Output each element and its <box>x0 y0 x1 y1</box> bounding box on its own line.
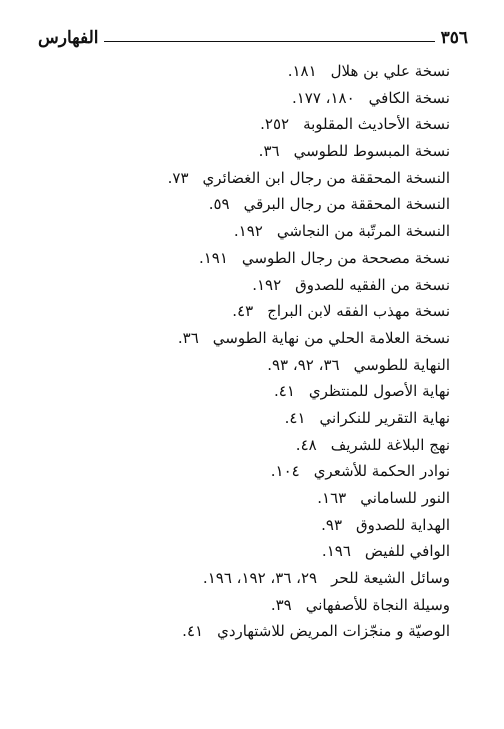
index-entry <box>0 592 450 619</box>
index-entry <box>0 272 450 299</box>
entry-title: نهاية التقرير للنكراني <box>319 408 450 427</box>
index-entry <box>0 378 450 405</box>
index-entry <box>0 565 450 592</box>
running-header <box>38 22 468 48</box>
entry-pages: ٤١. <box>182 622 204 641</box>
entry-pages: ١٠٤. <box>270 462 300 481</box>
entry-pages: ١٩٦. <box>321 542 351 561</box>
index-entry <box>0 512 450 539</box>
entry-title: نسخة علي بن هلال <box>330 62 450 80</box>
index-entry <box>0 325 450 352</box>
entry-pages: ٩٣. <box>321 515 343 534</box>
entry-pages: ٥٩. <box>208 195 230 214</box>
index-entry <box>0 298 450 325</box>
entry-title: النسخة المحققة من رجال البرقي <box>243 195 450 214</box>
entry-title: النسخة المرتّبة من النجاشي <box>276 222 450 241</box>
index-entry <box>0 405 450 432</box>
header-rule <box>104 41 434 42</box>
index-entry <box>0 85 450 112</box>
index-entry <box>0 485 450 512</box>
entry-title: نسخة مهذب الفقه لابن البراج <box>267 302 450 321</box>
entry-pages: ١٩٢. <box>233 222 263 241</box>
entry-pages: ٢٩، ٣٦، ١٩٢، ١٩٦. <box>202 569 318 588</box>
entry-pages: ١٨٠، ١٧٧. <box>291 88 355 107</box>
index-entry <box>0 618 450 645</box>
entry-pages: ١٩٢. <box>252 275 282 294</box>
entry-pages: ٢٥٢. <box>260 115 290 134</box>
entry-title: النور للساماني <box>360 489 450 507</box>
entry-title: الهداية للصدوق <box>356 515 450 534</box>
entry-title: نسخة الكافي <box>368 88 450 107</box>
index-entry <box>0 218 450 245</box>
entry-pages: ١٦٣. <box>317 489 347 507</box>
entry-pages: ٤١. <box>273 382 295 401</box>
entry-pages: ٣٦. <box>177 328 199 347</box>
entry-title: النسخة المحققة من رجال ابن الغضائري <box>202 168 450 187</box>
entry-pages: ٣٦، ٩٢، ٩٣. <box>267 355 340 374</box>
index-entry <box>0 538 450 565</box>
index-entry <box>0 432 450 459</box>
index-entry <box>0 58 450 85</box>
entry-title: النهاية للطوسي <box>353 355 450 374</box>
index-entry <box>0 352 450 379</box>
index-entry <box>0 138 450 165</box>
entry-pages: ٤٨. <box>295 435 317 454</box>
entry-title: نهاية الأصول للمنتظري <box>308 382 450 401</box>
index-entry <box>0 191 450 218</box>
index-entries <box>0 58 450 645</box>
entry-title: وسيلة النجاة للأصفهاني <box>305 595 450 614</box>
entry-title: نسخة الأحاديث المقلوبة <box>303 115 450 134</box>
entry-pages: ١٩١. <box>198 248 228 267</box>
entry-title: الوصيّة و منجّزات المريض للاشتهاردي <box>217 622 450 641</box>
index-entry <box>0 165 450 192</box>
index-entry <box>0 111 450 138</box>
entry-pages: ٤١. <box>284 408 306 427</box>
index-entry <box>0 458 450 485</box>
page-number: ٣٥٦ <box>440 28 468 48</box>
entry-title: نهج البلاغة للشريف <box>330 435 450 454</box>
section-title: الفهارس <box>38 28 99 48</box>
entry-title: نسخة المبسوط للطوسي <box>293 142 450 161</box>
entry-title: الوافي للفيض <box>364 542 450 561</box>
entry-pages: ٣٦. <box>258 142 280 161</box>
entry-title: نسخة مصححة من رجال الطوسي <box>241 248 450 267</box>
entry-pages: ٣٩. <box>270 595 292 614</box>
entry-title: وسائل الشيعة للحر <box>331 569 450 588</box>
index-entry <box>0 245 450 272</box>
entry-pages: ٧٣. <box>167 168 189 187</box>
entry-title: نوادر الحكمة للأشعري <box>313 462 450 481</box>
entry-pages: ٤٣. <box>232 302 254 321</box>
entry-title: نسخة من الفقيه للصدوق <box>295 275 450 294</box>
entry-title: نسخة العلامة الحلي من نهاية الطوسي <box>212 328 450 347</box>
entry-pages: ١٨١. <box>287 62 317 80</box>
